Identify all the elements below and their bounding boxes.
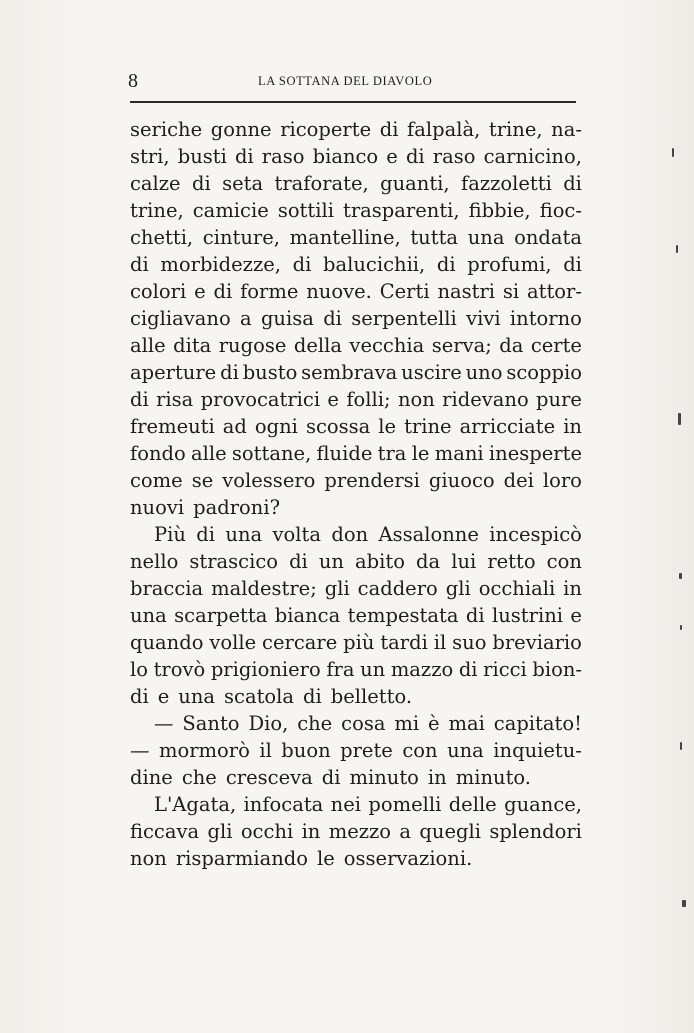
text-line <box>130 683 582 710</box>
word: in <box>301 820 321 843</box>
word: cresceva <box>225 766 313 789</box>
word: e <box>570 604 582 627</box>
word: aperture <box>130 361 217 384</box>
word: Assalonne <box>378 523 479 546</box>
word: prendersi <box>324 469 420 492</box>
scan-speck <box>679 573 682 579</box>
word: tardi <box>380 631 428 654</box>
word: pomelli <box>368 793 442 816</box>
word: prigioniero <box>210 658 321 681</box>
word: busto <box>242 361 298 384</box>
word: folli; <box>346 388 391 411</box>
word: un <box>318 550 344 573</box>
word: calze <box>130 172 181 195</box>
word: se <box>191 469 214 492</box>
word: occhiali <box>478 577 556 600</box>
word: che <box>297 712 333 735</box>
word: infocata <box>243 793 324 816</box>
scan-speck <box>680 625 682 630</box>
word: giuoco <box>428 469 495 492</box>
word: inesperte <box>488 442 582 465</box>
scan-speck <box>672 148 674 157</box>
header-rule <box>130 101 576 103</box>
word: traforate, <box>274 172 369 195</box>
text-line <box>130 305 582 332</box>
word: e <box>386 145 398 168</box>
word: nastri <box>437 280 496 303</box>
scan-speck <box>682 900 686 907</box>
word: capitato! <box>493 712 582 735</box>
word: una <box>178 685 216 708</box>
text-line <box>130 602 582 629</box>
word: minuto. <box>455 766 531 789</box>
word: le <box>378 415 397 438</box>
word: di <box>465 604 485 627</box>
word: fra <box>326 658 355 681</box>
word: volessero <box>222 469 316 492</box>
word: raso <box>432 145 476 168</box>
word: della <box>293 334 342 357</box>
word: cinture, <box>202 226 280 249</box>
word: na- <box>551 118 582 141</box>
word: nello <box>130 550 179 573</box>
word: trine, <box>488 118 543 141</box>
text-line <box>130 332 582 359</box>
word: busti <box>177 145 227 168</box>
word: di <box>196 523 216 546</box>
word: serva; <box>431 334 492 357</box>
word: nuove. <box>306 280 372 303</box>
word: di <box>323 307 342 330</box>
word: ricoperte <box>280 118 372 141</box>
word: Dio, <box>248 712 289 735</box>
text-line <box>130 440 582 467</box>
word: carnicino, <box>483 145 582 168</box>
word: a <box>240 307 252 330</box>
word: di <box>458 658 478 681</box>
word: breviario <box>492 631 582 654</box>
word: fondo <box>130 442 186 465</box>
word: cercare <box>262 631 338 654</box>
word: vivi <box>466 307 501 330</box>
word: trine <box>404 415 452 438</box>
word: di <box>405 145 425 168</box>
word: lustrini <box>492 604 563 627</box>
word: fioc- <box>539 199 582 222</box>
word: ridevano <box>442 388 529 411</box>
word: guisa <box>260 307 314 330</box>
word: maldestre; <box>211 577 317 600</box>
word: di <box>130 253 149 276</box>
word: tutta <box>410 226 459 249</box>
word: di <box>563 172 582 195</box>
scan-speck <box>678 413 681 425</box>
word: mantelline, <box>289 226 401 249</box>
text-line <box>130 143 582 170</box>
word: falpalà, <box>407 118 481 141</box>
page-header <box>128 68 576 98</box>
word: quegli <box>419 820 481 843</box>
word: le <box>317 847 335 870</box>
word: il <box>433 631 447 654</box>
word: cosa <box>341 712 386 735</box>
word: buon <box>281 739 331 762</box>
text-line <box>130 386 582 413</box>
text-line <box>130 359 582 386</box>
word: in <box>427 766 447 789</box>
text-line <box>130 656 582 683</box>
word: non <box>397 388 435 411</box>
word: inquietu- <box>493 739 582 762</box>
word: di <box>292 253 312 276</box>
word: scossa <box>305 415 371 438</box>
word: con <box>402 739 438 762</box>
word: mazzo <box>390 658 454 681</box>
word: si <box>502 280 520 303</box>
word: in <box>563 577 582 600</box>
word: gli <box>324 577 350 600</box>
word: di <box>436 253 456 276</box>
text-line <box>130 197 582 224</box>
word: con <box>546 550 582 573</box>
body-text <box>130 116 582 872</box>
word: il <box>259 739 272 762</box>
word: di <box>130 388 149 411</box>
word: ficcava <box>130 820 200 843</box>
word: provocatrici <box>200 388 321 411</box>
text-line <box>130 116 582 143</box>
word: risa <box>156 388 194 411</box>
word: volle <box>209 631 257 654</box>
word: splendori <box>489 820 582 843</box>
word: balucichii, <box>323 253 426 276</box>
word: lo <box>130 658 148 681</box>
word: è <box>428 712 440 735</box>
word: di <box>130 685 149 708</box>
word: abito <box>355 550 405 573</box>
word: dei <box>503 469 534 492</box>
word: caddero <box>357 577 438 600</box>
word: forme <box>240 280 299 303</box>
word: morbidezze, <box>160 253 281 276</box>
text-line <box>130 224 582 251</box>
word: alle <box>191 442 227 465</box>
text-line <box>130 629 582 656</box>
scan-speck <box>680 742 682 750</box>
word: guanti, <box>380 172 450 195</box>
word: Più <box>154 523 186 546</box>
word: incespicò <box>489 523 582 546</box>
word: mormorò <box>158 739 250 762</box>
word: occhi <box>240 820 294 843</box>
word: di <box>303 685 322 708</box>
word: cigliavano <box>130 307 231 330</box>
word: retto <box>487 550 536 573</box>
word: di <box>321 766 341 789</box>
word: braccia <box>130 577 204 600</box>
word: ondata <box>514 226 582 249</box>
text-line <box>130 737 582 764</box>
text-line <box>130 278 582 305</box>
word: a <box>399 820 412 843</box>
text-line <box>130 413 582 440</box>
word: scatola <box>224 685 295 708</box>
word: fluide <box>316 442 373 465</box>
word: delle <box>448 793 497 816</box>
word: di <box>213 280 233 303</box>
word: bion- <box>532 658 582 681</box>
word: ad <box>222 415 247 438</box>
word: trine, <box>130 199 184 222</box>
word: risparmiando <box>175 847 308 870</box>
word: tra <box>377 442 407 465</box>
word: gli <box>445 577 471 600</box>
word: volta <box>272 523 321 546</box>
word: rugose <box>218 334 287 357</box>
word: e <box>327 388 339 411</box>
word: mai <box>448 712 485 735</box>
word: fibbie, <box>468 199 531 222</box>
word: e <box>157 685 170 708</box>
word: dita <box>173 334 212 357</box>
word: che <box>181 766 217 789</box>
word: uno <box>465 361 503 384</box>
word: minuto <box>349 766 419 789</box>
word: fazzoletti <box>461 172 552 195</box>
word: profumi, <box>467 253 552 276</box>
word: lui <box>451 550 477 573</box>
word: — <box>154 712 174 735</box>
word: dine <box>130 766 173 789</box>
text-line <box>130 710 582 737</box>
word: mi <box>394 712 420 735</box>
word: arricciate <box>459 415 556 438</box>
word: mezzo <box>328 820 392 843</box>
word: L'Agata, <box>154 793 237 816</box>
word: fremeuti <box>130 415 215 438</box>
word: attor- <box>527 280 582 303</box>
word: chetti, <box>130 226 194 249</box>
word: di <box>234 145 254 168</box>
text-line <box>130 845 582 872</box>
word: padroni? <box>193 496 281 519</box>
word: vecchia <box>349 334 425 357</box>
text-line <box>130 548 582 575</box>
word: bianco <box>312 145 379 168</box>
text-line <box>130 764 582 791</box>
word: un <box>360 658 386 681</box>
text-line <box>130 494 582 521</box>
word: sottili <box>277 199 334 222</box>
word: di <box>289 550 308 573</box>
word: Santo <box>182 712 240 735</box>
text-line <box>130 575 582 602</box>
word: come <box>130 469 183 492</box>
word: sottane, <box>231 442 312 465</box>
word: pure <box>536 388 582 411</box>
word: alle <box>130 334 166 357</box>
word: camicie <box>192 199 269 222</box>
word: non <box>130 847 167 870</box>
word: quando <box>130 631 204 654</box>
word: e <box>194 280 206 303</box>
text-line <box>130 467 582 494</box>
word: nuovi <box>130 496 185 519</box>
word: — <box>130 739 150 762</box>
word: tempestata <box>347 604 459 627</box>
word: ricci <box>483 658 527 681</box>
word: serpentelli <box>351 307 457 330</box>
page-number: 8 <box>128 70 138 92</box>
word: mani <box>434 442 484 465</box>
text-line <box>130 251 582 278</box>
word: suo <box>452 631 487 654</box>
word: guance, <box>504 793 582 816</box>
text-line <box>130 791 582 818</box>
word: una <box>467 226 505 249</box>
word: intorno <box>509 307 582 330</box>
text-line <box>130 521 582 548</box>
word: osservazioni. <box>343 847 473 870</box>
word: prete <box>340 739 393 762</box>
word: gli <box>207 820 233 843</box>
text-line <box>130 170 582 197</box>
word: in <box>563 415 582 438</box>
word: stri, <box>130 145 170 168</box>
word: certe <box>530 334 582 357</box>
word: nei <box>330 793 361 816</box>
word: belletto. <box>330 685 413 708</box>
word: scarpetta <box>174 604 268 627</box>
word: trovò <box>153 658 206 681</box>
word: di <box>191 172 211 195</box>
word: seriche <box>130 118 203 141</box>
scan-speck <box>676 245 678 253</box>
word: bianca <box>274 604 341 627</box>
word: di <box>220 361 239 384</box>
word: una <box>447 739 484 762</box>
word: una <box>130 604 167 627</box>
word: sembrava <box>301 361 398 384</box>
word: da <box>416 550 441 573</box>
text-line <box>130 818 582 845</box>
word: raso <box>261 145 305 168</box>
word: gonne <box>210 118 272 141</box>
word: le <box>411 442 430 465</box>
word: una <box>225 523 263 546</box>
word: don <box>331 523 369 546</box>
word: uscire <box>401 361 462 384</box>
word: seta <box>222 172 264 195</box>
word: colori <box>130 280 187 303</box>
word: più <box>343 631 375 654</box>
word: strascico <box>189 550 278 573</box>
word: ogni <box>254 415 298 438</box>
word: loro <box>542 469 582 492</box>
word: di <box>379 118 399 141</box>
word: scoppio <box>506 361 582 384</box>
word: da <box>499 334 524 357</box>
word: di <box>563 253 582 276</box>
word: trasparenti, <box>343 199 460 222</box>
running-title: LA SOTTANA DEL DIAVOLO <box>258 74 433 88</box>
word: Certi <box>379 280 430 303</box>
